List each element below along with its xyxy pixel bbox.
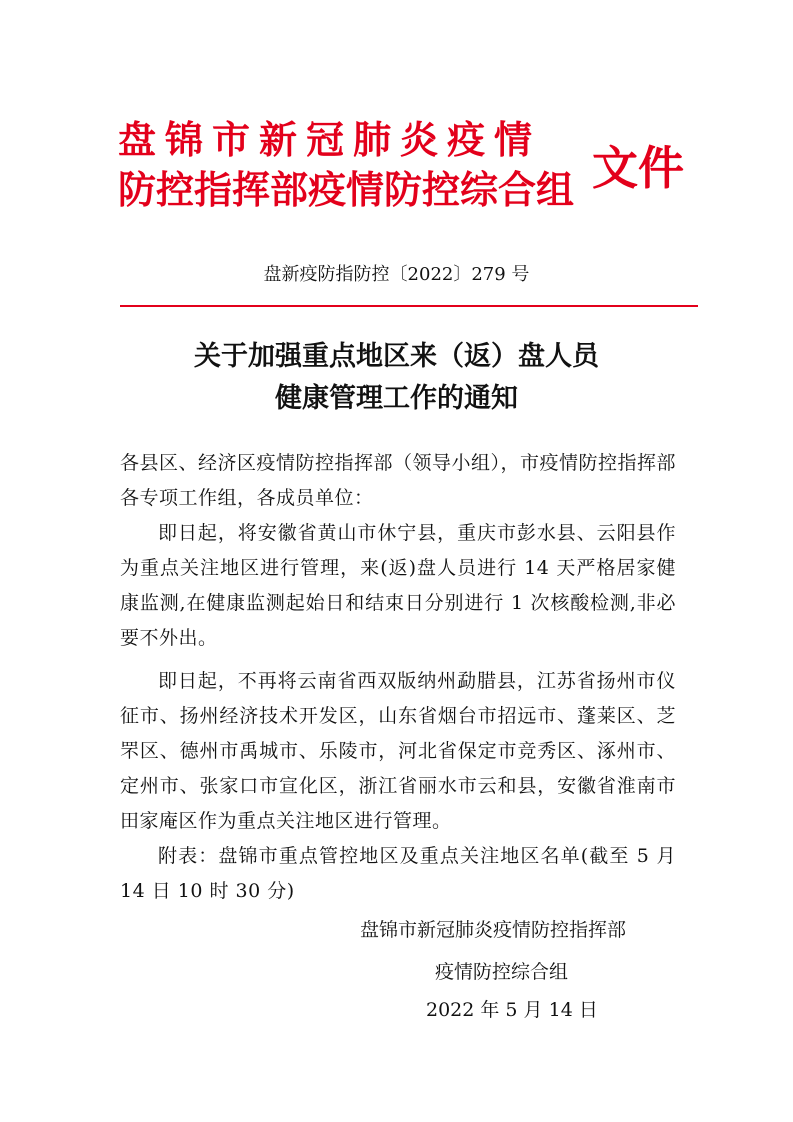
signature-dept: 疫情防控综合组	[435, 961, 569, 983]
document-body	[120, 446, 676, 909]
signature-date: 2022 年 5 月 14 日	[426, 999, 598, 1021]
attachment-note: 附表：盘锦市重点管控地区及重点关注地区名单(截至 5 月 14 日 10 时 30 分)	[120, 845, 676, 902]
signature-org: 盘锦市新冠肺炎疫情防控指挥部	[360, 919, 627, 941]
document-header	[118, 117, 684, 218]
body-paragraph-1: 即日起，将安徽省黄山市休宁县，重庆市彭水县、云阳县作为重点关注地区进行管理，来(返)盘人员进行 14 天严格居家健康监测,在健康监测起始日和结束日分别进行 1 次核酸检测,非必要不外出。	[120, 522, 676, 649]
body-paragraph-2: 即日起，不再将云南省西双版纳州勐腊县，江苏省扬州市仪征市、扬州经济技术开发区，山东省烟台市招远市、蓬莱区、芝罘区、德州市禹城市、乐陵市，河北省保定市竞秀区、涿州市、定州市、张家口市宣化区，浙江省丽水市云和县，安徽省淮南市田家庵区作为重点关注地区进行管理。	[120, 670, 676, 832]
header-line-2: 防控指挥部疫情防控综合组	[118, 167, 575, 212]
title-line-2: 健康管理工作的通知	[275, 383, 518, 414]
addressee: 各县区、经济区疫情防控指挥部（领导小组），市疫情防控指挥部各专项工作组，各成员单位：	[120, 452, 677, 509]
document-title	[0, 336, 793, 420]
red-divider	[120, 305, 698, 307]
header-suffix: 文件	[592, 141, 684, 195]
title-line-1: 关于加强重点地区来（返）盘人员	[194, 341, 599, 372]
document-number: 盘新疫防指防控〔2022〕279 号	[263, 264, 530, 285]
header-line-1: 盘锦市新冠肺炎疫情	[118, 117, 542, 162]
